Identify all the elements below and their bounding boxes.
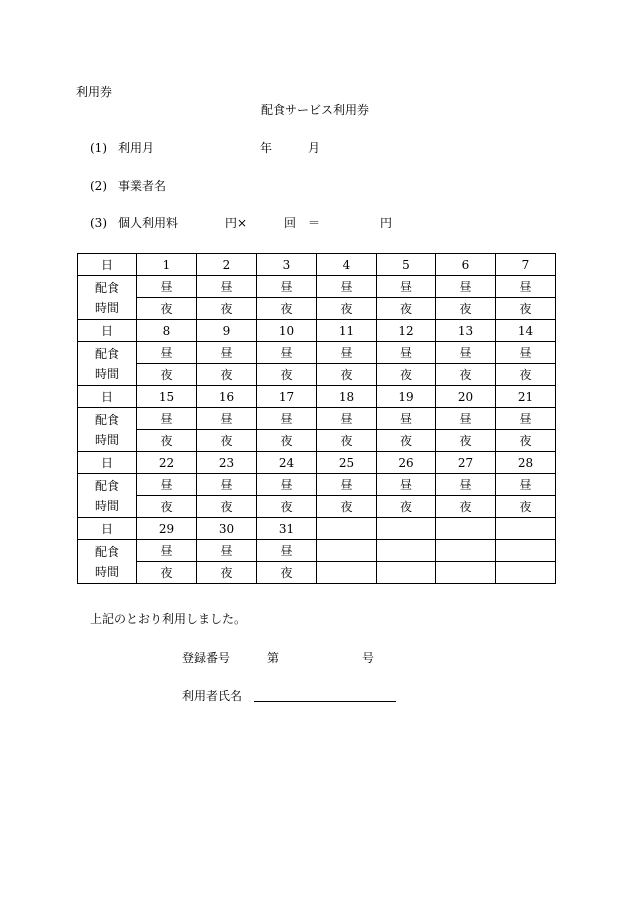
dinner-cell[interactable]: 夜 — [257, 496, 317, 518]
day-number-cell: 23 — [197, 452, 257, 474]
day-number-cell — [317, 518, 377, 540]
lunch-cell[interactable]: 昼 — [377, 276, 436, 298]
field-number: (3) — [90, 216, 107, 230]
day-number-cell: 16 — [197, 386, 257, 408]
dinner-cell[interactable]: 夜 — [436, 364, 496, 386]
registration-dai-label: 第 — [267, 651, 280, 665]
user-name-label: 利用者氏名 — [182, 689, 243, 703]
day-row — [78, 452, 556, 474]
day-number-cell: 13 — [436, 320, 496, 342]
day-number-cell — [436, 518, 496, 540]
lunch-cell[interactable]: 昼 — [496, 276, 556, 298]
document-title: 配食サービス利用券 — [260, 103, 369, 117]
lunch-cell[interactable]: 昼 — [197, 474, 257, 496]
registration-go-label: 号 — [362, 651, 375, 665]
lunch-cell[interactable]: 昼 — [496, 474, 556, 496]
registration-number-label: 登録番号 — [182, 651, 231, 665]
dinner-row — [78, 496, 556, 518]
meal-time-label-cell — [78, 474, 137, 518]
fee-label: 個人利用料 — [118, 216, 179, 230]
dinner-cell[interactable]: 夜 — [257, 562, 317, 584]
dinner-cell[interactable]: 夜 — [496, 364, 556, 386]
confirmation-text: 上記のとおり利用しました。 — [90, 612, 247, 626]
day-number-cell: 3 — [257, 254, 317, 276]
meal-time-label-cell — [78, 276, 137, 320]
provider-label: 事業者名 — [118, 179, 167, 193]
meal-time-label-cell — [78, 540, 137, 584]
meal-label-line2: 時間 — [94, 564, 119, 579]
meal-label-line1: 配食 — [94, 280, 119, 295]
lunch-cell[interactable]: 昼 — [317, 408, 377, 430]
day-number-cell: 28 — [496, 452, 556, 474]
meal-label-line2: 時間 — [94, 432, 119, 447]
dinner-cell[interactable]: 夜 — [377, 430, 436, 452]
dinner-cell[interactable]: 夜 — [377, 496, 436, 518]
day-number-cell: 5 — [377, 254, 436, 276]
lunch-row — [78, 276, 556, 298]
dinner-cell[interactable]: 夜 — [436, 298, 496, 320]
dinner-cell[interactable]: 夜 — [257, 298, 317, 320]
day-number-cell: 20 — [436, 386, 496, 408]
dinner-cell[interactable]: 夜 — [137, 364, 197, 386]
empty-cell[interactable] — [317, 540, 377, 562]
lunch-cell[interactable]: 昼 — [377, 342, 436, 364]
dinner-cell[interactable]: 夜 — [257, 430, 317, 452]
day-number-cell: 11 — [317, 320, 377, 342]
lunch-cell[interactable]: 昼 — [436, 474, 496, 496]
day-row — [78, 254, 556, 276]
lunch-cell[interactable]: 昼 — [436, 276, 496, 298]
day-number-cell: 19 — [377, 386, 436, 408]
meal-label-line1: 配食 — [94, 412, 119, 427]
lunch-cell[interactable]: 昼 — [257, 540, 317, 562]
dinner-cell[interactable]: 夜 — [197, 364, 257, 386]
lunch-cell[interactable]: 昼 — [257, 474, 317, 496]
lunch-cell[interactable]: 昼 — [436, 408, 496, 430]
meal-label-line2: 時間 — [94, 366, 119, 381]
dinner-cell[interactable]: 夜 — [137, 430, 197, 452]
empty-cell[interactable] — [496, 540, 556, 562]
day-number-cell: 26 — [377, 452, 436, 474]
day-number-cell: 6 — [436, 254, 496, 276]
meal-time-label-cell — [78, 408, 137, 452]
day-number-cell: 24 — [257, 452, 317, 474]
field-number: (1) — [90, 141, 107, 155]
dinner-cell[interactable]: 夜 — [257, 364, 317, 386]
dinner-cell[interactable]: 夜 — [496, 430, 556, 452]
equals-sign: ＝ — [308, 216, 321, 230]
dinner-cell[interactable]: 夜 — [496, 298, 556, 320]
dinner-cell[interactable]: 夜 — [317, 298, 377, 320]
lunch-cell[interactable]: 昼 — [197, 540, 257, 562]
day-number-cell: 4 — [317, 254, 377, 276]
dinner-cell[interactable]: 夜 — [496, 496, 556, 518]
dinner-cell[interactable]: 夜 — [317, 364, 377, 386]
field-number: (2) — [90, 179, 107, 193]
day-number-cell: 29 — [137, 518, 197, 540]
meal-time-label-cell — [78, 342, 137, 386]
lunch-cell[interactable]: 昼 — [137, 408, 197, 430]
day-number-cell: 8 — [137, 320, 197, 342]
yen-label: 円 — [380, 216, 393, 230]
yen-times-label: 円× — [225, 216, 248, 230]
lunch-cell[interactable]: 昼 — [317, 342, 377, 364]
lunch-cell[interactable]: 昼 — [377, 408, 436, 430]
day-number-cell: 31 — [257, 518, 317, 540]
empty-cell[interactable] — [317, 562, 377, 584]
lunch-cell[interactable]: 昼 — [197, 342, 257, 364]
meal-label-line2: 時間 — [94, 498, 119, 513]
empty-cell[interactable] — [436, 540, 496, 562]
lunch-cell[interactable]: 昼 — [257, 276, 317, 298]
day-row — [78, 518, 556, 540]
day-number-cell: 12 — [377, 320, 436, 342]
dinner-row — [78, 562, 556, 584]
lunch-cell[interactable]: 昼 — [137, 540, 197, 562]
dinner-row — [78, 298, 556, 320]
day-header-cell: 日 — [78, 254, 137, 276]
dinner-cell[interactable]: 夜 — [436, 430, 496, 452]
lunch-cell[interactable]: 昼 — [197, 276, 257, 298]
lunch-cell[interactable]: 昼 — [257, 408, 317, 430]
day-number-cell: 27 — [436, 452, 496, 474]
day-number-cell: 30 — [197, 518, 257, 540]
dinner-cell[interactable]: 夜 — [137, 496, 197, 518]
day-header-cell: 日 — [78, 320, 137, 342]
dinner-cell[interactable]: 夜 — [317, 496, 377, 518]
dinner-cell[interactable]: 夜 — [197, 562, 257, 584]
day-header-cell: 日 — [78, 452, 137, 474]
day-number-cell — [496, 518, 556, 540]
empty-cell[interactable] — [496, 562, 556, 584]
day-row — [78, 386, 556, 408]
day-number-cell: 1 — [137, 254, 197, 276]
empty-cell[interactable] — [377, 562, 436, 584]
day-number-cell: 2 — [197, 254, 257, 276]
lunch-cell[interactable]: 昼 — [257, 342, 317, 364]
empty-cell[interactable] — [436, 562, 496, 584]
usage-month-label: 利用月 — [118, 141, 155, 155]
lunch-cell[interactable]: 昼 — [317, 474, 377, 496]
day-number-cell: 7 — [496, 254, 556, 276]
lunch-cell[interactable]: 昼 — [496, 408, 556, 430]
dinner-row — [78, 430, 556, 452]
dinner-cell[interactable]: 夜 — [377, 364, 436, 386]
month-label: 月 — [308, 141, 321, 155]
signature-line[interactable] — [254, 701, 396, 702]
day-number-cell — [377, 518, 436, 540]
dinner-cell[interactable]: 夜 — [436, 496, 496, 518]
day-header-cell: 日 — [78, 386, 137, 408]
document-label: 利用券 — [76, 85, 113, 99]
lunch-cell[interactable]: 昼 — [496, 342, 556, 364]
day-number-cell: 18 — [317, 386, 377, 408]
dinner-cell[interactable]: 夜 — [197, 430, 257, 452]
day-number-cell: 25 — [317, 452, 377, 474]
meal-label-line1: 配食 — [94, 346, 119, 361]
meal-label-line2: 時間 — [94, 300, 119, 315]
dinner-cell[interactable]: 夜 — [197, 496, 257, 518]
day-number-cell: 22 — [137, 452, 197, 474]
dinner-cell[interactable]: 夜 — [197, 298, 257, 320]
meal-label-line1: 配食 — [94, 478, 119, 493]
dinner-row — [78, 364, 556, 386]
lunch-row — [78, 408, 556, 430]
lunch-cell[interactable]: 昼 — [317, 276, 377, 298]
day-header-cell: 日 — [78, 518, 137, 540]
dinner-cell[interactable]: 夜 — [137, 562, 197, 584]
day-number-cell: 17 — [257, 386, 317, 408]
times-label: 回 — [284, 216, 297, 230]
empty-cell[interactable] — [377, 540, 436, 562]
dinner-cell[interactable]: 夜 — [137, 298, 197, 320]
lunch-cell[interactable]: 昼 — [137, 276, 197, 298]
day-number-cell: 9 — [197, 320, 257, 342]
year-label: 年 — [260, 141, 273, 155]
day-row — [78, 320, 556, 342]
day-number-cell: 10 — [257, 320, 317, 342]
lunch-row — [78, 342, 556, 364]
meal-calendar-table — [77, 253, 556, 584]
day-number-cell: 15 — [137, 386, 197, 408]
day-number-cell: 21 — [496, 386, 556, 408]
lunch-row — [78, 540, 556, 562]
dinner-cell[interactable]: 夜 — [317, 430, 377, 452]
lunch-cell[interactable]: 昼 — [197, 408, 257, 430]
meal-label-line1: 配食 — [94, 544, 119, 559]
lunch-cell[interactable]: 昼 — [436, 342, 496, 364]
dinner-cell[interactable]: 夜 — [377, 298, 436, 320]
lunch-cell[interactable]: 昼 — [137, 474, 197, 496]
lunch-row — [78, 474, 556, 496]
day-number-cell: 14 — [496, 320, 556, 342]
lunch-cell[interactable]: 昼 — [377, 474, 436, 496]
lunch-cell[interactable]: 昼 — [137, 342, 197, 364]
